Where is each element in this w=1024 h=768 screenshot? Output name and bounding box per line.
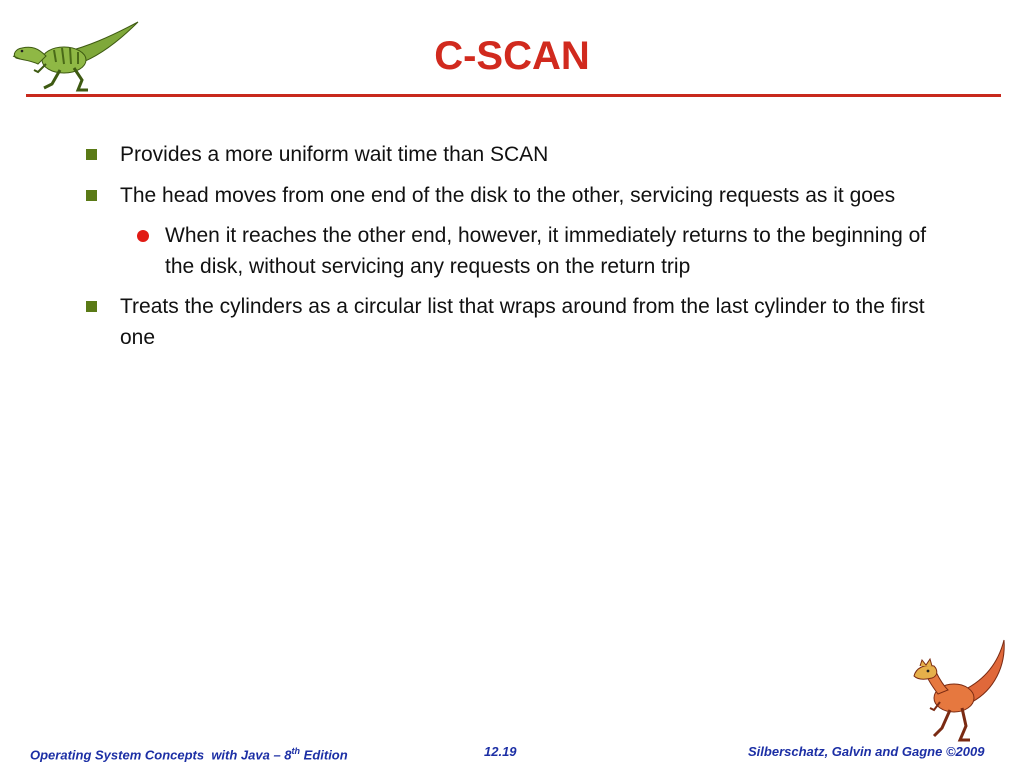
green-dinosaur-icon bbox=[8, 18, 142, 94]
list-item bbox=[84, 292, 944, 353]
square-bullet-icon bbox=[86, 301, 97, 312]
list-item-text: When it reaches the other end, however, it immediately returns to the beginning of the disk, without servicing any requests on the return trip bbox=[165, 224, 927, 278]
footer-copyright: Silberschatz, Galvin and Gagne ©2009 bbox=[748, 744, 985, 759]
sub-list-item bbox=[84, 221, 944, 282]
slide-title: C-SCAN bbox=[434, 34, 590, 78]
footer-book-title-sup: th bbox=[291, 746, 301, 756]
footer-book-title-prefix: Operating System Concepts with Java – 8 bbox=[30, 747, 292, 763]
footer-book-title bbox=[30, 746, 348, 762]
list-item bbox=[84, 140, 944, 171]
bullet-list bbox=[84, 140, 944, 363]
circle-bullet-icon bbox=[137, 230, 149, 242]
list-item-text: The head moves from one end of the disk to the other, servicing requests as it goes bbox=[120, 183, 896, 207]
list-item bbox=[84, 181, 944, 212]
footer-book-title-suffix: Edition bbox=[300, 747, 348, 763]
square-bullet-icon bbox=[86, 149, 97, 160]
title-divider bbox=[26, 94, 1001, 97]
footer-page-number: 12.19 bbox=[484, 744, 517, 759]
red-dinosaur-icon bbox=[906, 636, 1010, 744]
list-item-text: Treats the cylinders as a circular list that wraps around from the last cylinder to the first one bbox=[120, 295, 925, 349]
square-bullet-icon bbox=[86, 190, 97, 201]
list-item-text: Provides a more uniform wait time than SCAN bbox=[120, 143, 549, 166]
